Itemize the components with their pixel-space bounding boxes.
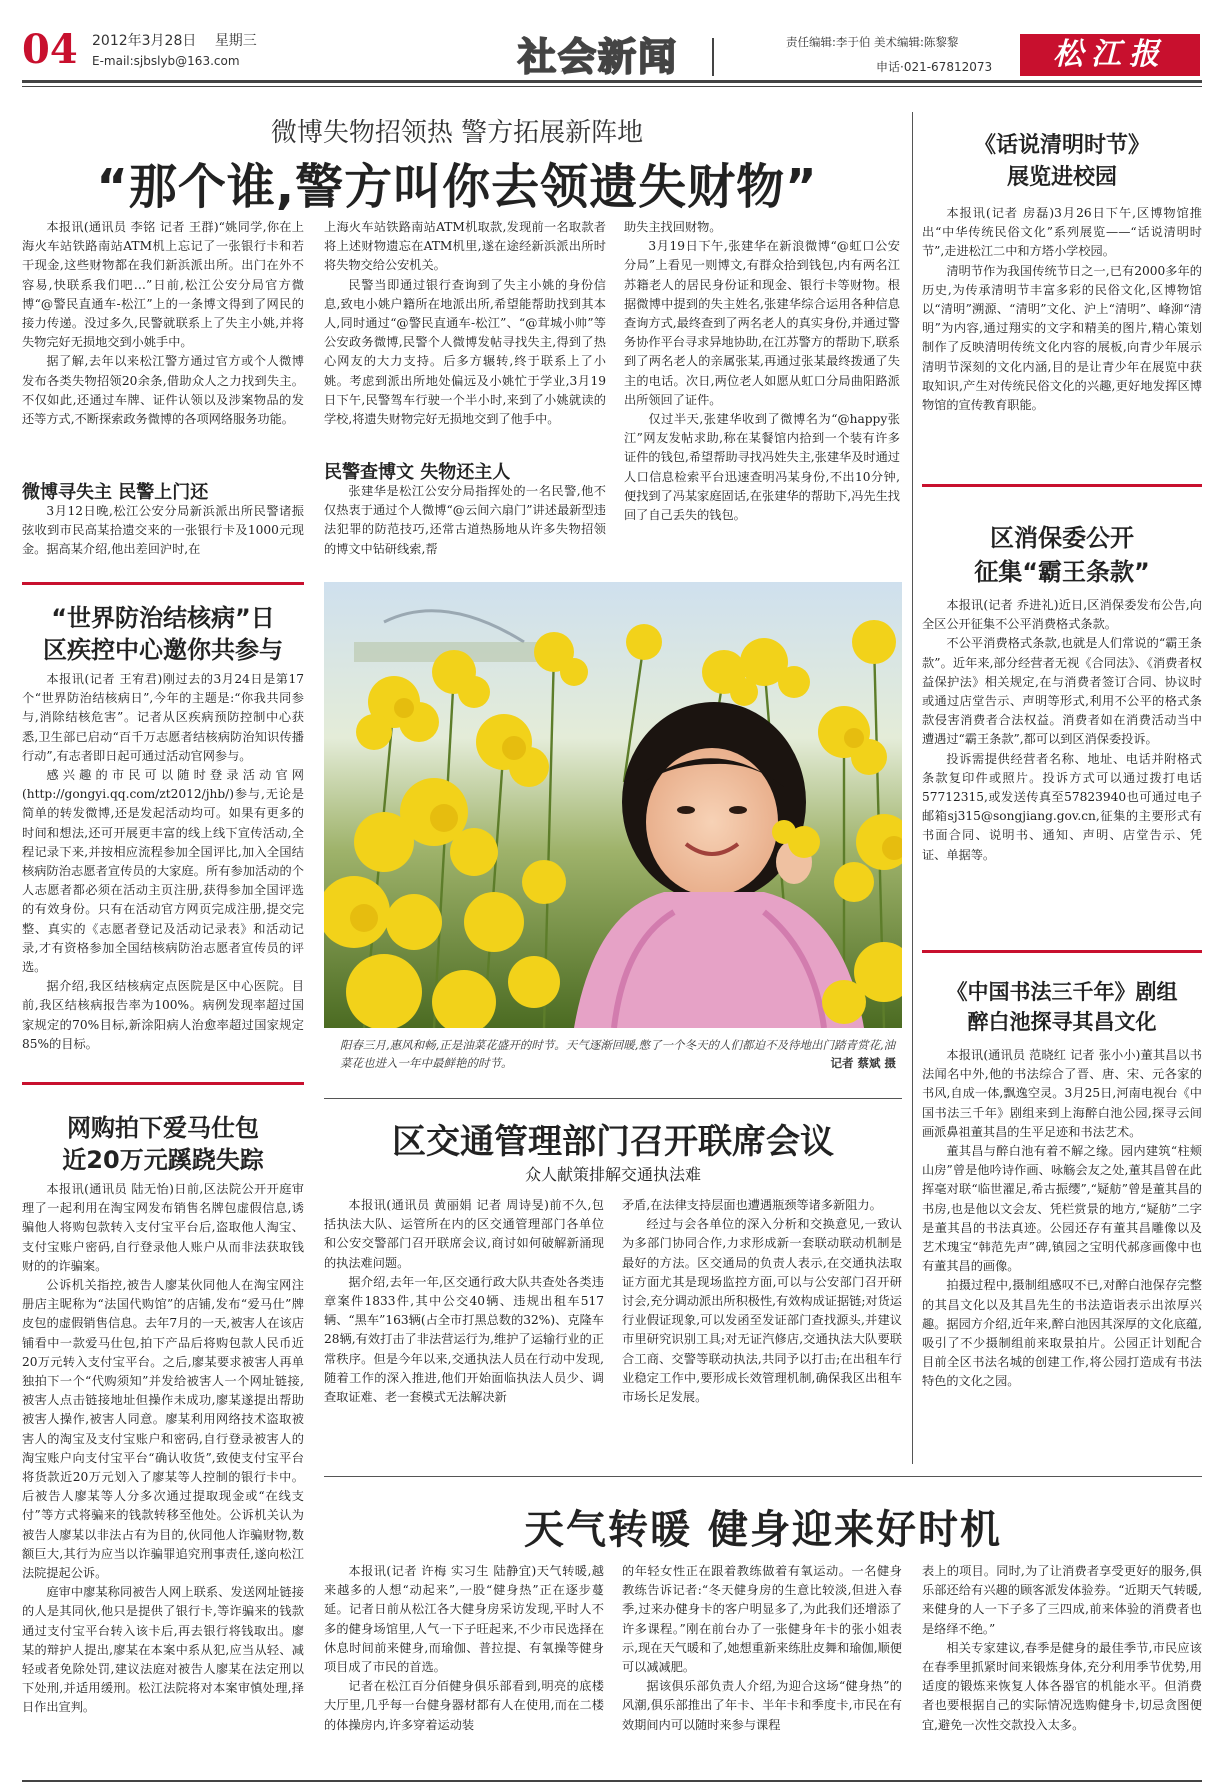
consumer-para: 本报讯(记者 乔进礼)近日,区消保委发布公告,向全区公开征集不公平消费格式条款。	[922, 598, 1202, 632]
traffic-para: 矛盾,在法律支持层面也遭遇瓶颈等诸多新阻力。	[622, 1198, 882, 1212]
tb-body	[22, 670, 304, 1060]
hermes-para: 公诉机关指控,被告人廖某伙同他人在淘宝网注册店主昵称为“法国代购馆”的店铺,发布“爱马仕”牌皮包的虚假销售信息。去年7月的一天,被害人在该店铺看中一款爱马仕包,拍下产品后将购包款人民币近20万元转入支付宝平台。之后,廖某要求被害人再单独拍下一个“代购须知”并发给被害人一个网址链接,被害人点击链接地址但操作未成功,廖某遂提出帮助被害人操作,被害人同意。廖某利用网络技术盗取被害人的淘宝及支付宝账户和密码,自行登录被害人的淘宝账户向支付宝平台“确认收货”,致使支付宝平台将货款近20万元划入了廖某等人控制的银行卡中。后被告人廖某等人分多次通过提取现金或“在线支付”等方式将骗来的钱款转移至他处。公诉机关认为被告人廖某以非法占有为目的,伙同他人诈骗财物,数额巨大,其行为应当以诈骗罪追究刑事责任,遂向松江法院提起公诉。	[22, 1278, 304, 1581]
traffic-top-rule	[324, 1098, 902, 1099]
email-line: E-mail:sjbslyb@163.com	[92, 54, 240, 68]
masthead-divider	[712, 38, 714, 76]
calligraphy-headline-1: 《中国书法三千年》剧组	[946, 979, 1178, 1004]
weekday-text: 星期三	[214, 33, 257, 49]
main-kicker: 微博失物招领热 警方拓展新阵地	[270, 118, 644, 148]
main-para: 仅过半天,张建华收到了微博名为“@happy张江”网友发帖求助,称在某餐馆内拾到一个装有许多证件的钱包,希望帮助寻找冯姓失主,张建华及时通过人口信息检索平台迅速查明冯某身份,不出10分钟,便找到了冯某家庭固话,在张建华的帮助下,冯先生找回了自己丢失的钱包。	[624, 412, 900, 523]
fitness-top-rule	[324, 1476, 1202, 1477]
traffic-para: 本报讯(通讯员 黄丽娟 记者 周诗旻)前不久,包括执法大队、运管所在内的区交通管理部门各单位和公安交警部门召开联席会议,商讨如何破解新涌现的执法难问题。	[324, 1198, 604, 1270]
main-col-1-cont	[22, 502, 304, 562]
hermes-headline-1: 网购拍下爱马仕包	[67, 1114, 259, 1142]
calligraphy-body	[922, 1046, 1202, 1460]
qingming-para: 本报讯(记者 房磊)3月26日下午,区博物馆推出“中华传统民俗文化”系列展览——“话说清明时节”,走进松江二中和方塔小学校园。	[922, 206, 1202, 259]
editors-line: 责任编辑:李于伯 美术编辑:陈黎黎	[786, 35, 959, 49]
photo-credit: 记者 蔡斌 摄	[830, 1056, 896, 1070]
main-para: 3月19日下午,张建华在新浪微博“@虹口公安分局”上看见一则博文,有群众拾到钱包,内有两名江苏籍老人的居民身份证和现金、银行卡等财物。根据微博中提到的失主姓名,张建华综合运用各种信息查询方式,最终查到了两名老人的真实身份,并通过警务协作平台寻求异地协助,在江苏警方的帮助下,联系到了两名老人的亲属张某,再通过张某最终拨通了失主的电话。次日,两位老人如愿从虹口分局曲阳路派出所领回了证件。	[624, 239, 900, 407]
calligraphy-top-rule	[922, 950, 1202, 953]
main-subhead-1: 微博寻失主 民警上门还	[22, 482, 209, 503]
section-title: 社会新闻	[518, 35, 679, 79]
main-col-3	[624, 218, 900, 562]
qingming-para: 清明节作为我国传统节日之一,已有2000多年的历史,为传承清明节丰富多彩的民俗文化,区博物馆以“清明”溯源、“清明”文化、沪上“清明”、峰泖“清明”为内容,通过翔实的文字和精美的图片,精心策划制作了反映清明传统文化内容的展板,向青少年展示清明节深刻的文化内涵,目的是让青少年在展览中获取知识,产生对传统民俗文化的兴趣,更好地发挥区博物馆的宣传教育职能。	[922, 263, 1202, 413]
tb-para: 本报讯(记者 王宥君)刚过去的3月24日是第17个“世界防治结核病日”,今年的主题是:“你我共同参与,消除结核危害”。记者从区疾病预防控制中心获悉,卫生部已启动“百千万志愿者结核病防治知识传播行动”,有志者即日起可通过活动官网参与。	[22, 672, 304, 763]
traffic-para: 经过与会各单位的深入分析和交换意见,一致认为多部门协同合作,力求形成新一套联动联动机制是最好的方法。区交通局的负责人表示,在交通执法取证方面尤其是现场监控方面,可以与公安部门召开研讨会,充分调动派出所积极性,有效构成证据链;对货运行业假证现象,可以发函至发证部门查找源头,并建议市里研究识别工具;对无证汽修店,交通执法大队要联合工商、交警等联动执法,共同予以打击;在出租车行业稳定工作中,要形成长效管理机制,确保我区出租车市场长足发展。	[622, 1217, 902, 1405]
hermes-headline-2: 近20万元蹊跷失踪	[62, 1146, 264, 1174]
phone-line: 申话·021-67812073	[876, 60, 993, 74]
main-para: 3月12日晚,松江公安分局新浜派出所民警诸振弦收到市民高某拾遗交来的一张银行卡及1000元现金。据高某介绍,他出差回沪时,在	[22, 504, 304, 557]
qingming-headline-1: 《话说清明时节》	[973, 132, 1150, 158]
hermes-para: 本报讯(通讯员 陆无怡)日前,区法院公开开庭审理了一起利用在淘宝网发布销售名牌包虚假信息,诱骗他人将购包款转入支付宝平台后,盗取他人淘宝、支付宝账户密码,自行登录他人账户从而非法获取钱财的的诈骗案。	[22, 1182, 304, 1273]
traffic-para: 据介绍,去年一年,区交通行政大队共查处各类违章案件1833件,其中公交40辆、违规出租车517辆、“黑车”163辆(占全市打黑总数的32%)、克隆车28辆,有效打击了非法营运行为,维护了运输行业的正常秩序。但是今年以来,交通执法人员在行动中发现,随着工作的深入推进,他们开始面临执法人员少、调查取证难、老一套模式无法解决新	[324, 1274, 604, 1405]
hermes-para: 庭审中廖某称同被告人网上联系、发送网址链接的人是其同伙,他只是提供了银行卡,等诈骗来的钱款通过支付宝平台转入该卡后,再去银行将钱取出。廖某的辩护人提出,廖某在本案中系从犯,应当从轻、减轻或者免除处罚,建议法庭对被告人廖某在法定刑以下处刑,并适用缓刑。松江法院将对本案审慎处理,择日作出宣判。	[22, 1585, 304, 1715]
traffic-col-1	[324, 1196, 604, 1460]
logo-text: 松江报	[1053, 37, 1167, 72]
fitness-col-2	[622, 1562, 902, 1774]
issue-date	[92, 30, 257, 50]
tb-para: 感兴趣的市民可以随时登录活动官网(http://gongyi.qq.com/zt2012/jhb/)参与,无论是简单的转发微博,还是发起活动均可。如果有更多的时间和想法,还可开展更丰富的线上线下宣传活动,全程记录下来,并按相应流程参加全国评比,加入全国结核病防治志愿者宣传员的大家庭。所有参加活动的个人志愿者都必须在活动主页注册,获得参加全国评选的有效身份。只有在活动官方网页完成注册,提交完整、真实的《志愿者登记及活动记录表》和活动记录,才有资格参加全国结核病防治志愿者宣传员的评选。	[22, 768, 304, 975]
fitness-para: 本报讯(记者 许梅 实习生 陆静宜)天气转暖,越来越多的人想“动起来”,一股“健身热”正在逐步蔓延。记者日前从松江各大健身房采访发现,平时人不多的健身场馆里,人气一下子旺起来,不少市民选择在休息时间前来健身,而瑜伽、普拉提、有氧操等健身项目成了市民的首选。	[324, 1564, 604, 1675]
caption-text: 阳春三月,惠风和畅,正是油菜花盛开的时节。天气逐渐回暖,憋了一个冬天的人们都迫不及待地出门踏青赏花,油菜花也进入一年中最鲜艳的时节。	[340, 1038, 896, 1070]
feature-photo	[324, 582, 902, 1028]
page-bottom-rule	[22, 1780, 1202, 1782]
main-headline: “那个谁,警方叫你去领遗失财物”	[96, 159, 818, 215]
consumer-headline-1: 区消保委公开	[990, 524, 1134, 552]
photo-caption	[340, 1036, 896, 1072]
hermes-top-rule	[22, 1082, 304, 1085]
main-col-2-cont	[324, 482, 606, 562]
consumer-headline-2: 征集“霸王条款”	[974, 558, 1150, 586]
main-para: 上海火车站铁路南站ATM机取款,发现前一名取款者将上述财物遗忘在ATM机里,遂在途经新浜派出所时将失物交给公安机关。	[324, 220, 606, 273]
masthead-rule-thick	[22, 80, 1202, 83]
hermes-body	[22, 1180, 304, 1776]
tb-top-rule	[22, 582, 304, 585]
page-number: 04	[22, 26, 78, 73]
main-col-1	[22, 218, 304, 518]
date-text: 2012年3月28日	[92, 33, 197, 49]
main-para: 本报讯(通讯员 李铭 记者 王群)“姚同学,你在上海火车站铁路南站ATM机上忘记了一张银行卡和若干现金,这些财物都在我们新浜派出所。出门在外不容易,快联系我们吧…”日前,松江公安分局官方微博“@警民直通车-松江”上的一条博文得到了网民的接力传递。没过多久,民警就联系上了失主小姚,并将失物完好无损地交到小姚手中。	[22, 220, 304, 350]
traffic-headline: 区交通管理部门召开联席会议	[392, 1122, 834, 1162]
consumer-body	[922, 596, 1202, 932]
calligraphy-para: 本报讯(通讯员 范晓红 记者 张小小)董其昌以书法闻名中外,他的书法综合了晋、唐、宋、元各家的书风,自成一体,飘逸空灵。3月25日,河南电视台《中国书法三千年》剧组来到上海醉白池公园,探寻云间画派鼻祖董其昌的生平足迹和书法艺术。	[922, 1048, 1202, 1139]
main-para: 助失主找回财物。	[624, 220, 722, 234]
qingming-headline-2: 展览进校园	[1006, 164, 1117, 190]
fitness-para: 表上的项目。同时,为了让消费者享受更好的服务,俱乐部还给有兴趣的顾客派发体验券。“近期天气转暖,来健身的人一下子多了三四成,前来体验的消费者也是络绎不绝。”	[922, 1564, 1202, 1636]
rapeseed-field-photo	[324, 582, 902, 1028]
calligraphy-headline-2: 醉白池探寻其昌文化	[967, 1009, 1157, 1034]
tb-headline-2: 区疾控中心邀你共参与	[43, 636, 283, 664]
fitness-para: 据该俱乐部负责人介绍,为迎合这场“健身热”的风潮,俱乐部推出了年卡、半年卡和季度卡,市民在有效期间内可以随时来参与课程	[622, 1679, 902, 1732]
consumer-para: 不公平消费格式条款,也就是人们常说的“霸王条款”。近年来,部分经营者无视《合同法》、《消费者权益保护法》相关规定,在与消费者签订合同、协议时或通过店堂告示、声明等形式,利用不公平的格式条款侵害消费者合法权益。消费者如在消费活动当中遭遇过“霸王条款”,都可以到区消保委投诉。	[922, 636, 1202, 747]
traffic-subhead: 众人献策排解交通执法难	[524, 1165, 701, 1184]
qingming-body	[922, 204, 1202, 470]
fitness-col-1	[324, 1562, 604, 1774]
fitness-col-3	[922, 1562, 1202, 1774]
main-para: 张建华是松江公安分局指挥处的一名民警,他不仅热衷于通过个人微博“@云间六扇门”讲述最新型违法犯罪的防范技巧,还常古道热肠地从许多失物招领的博文中钻研线索,帮	[324, 484, 606, 556]
fitness-para: 相关专家建议,春季是健身的最佳季节,市民应该在春季里抓紧时间来锻炼身体,充分利用季节优势,用适度的锻炼来恢复人体各器官的机能水平。但消费者也要根据自己的实际情况选购健身卡,切忌贪图便宜,避免一次性交款投入太多。	[922, 1640, 1202, 1732]
right-column-divider	[912, 112, 913, 1464]
consumer-top-rule	[922, 484, 1202, 487]
consumer-para: 投诉需提供经营者名称、地址、电话并附格式条款复印件或照片。投诉方式可以通过拨打电话57712315,或发送传真至57823940也可通过电子邮箱sj315@songjiang.gov.cn,征集的主要形式有书面合同、说明书、通知、声明、店堂告示、凭证、单据等。	[922, 751, 1202, 862]
fitness-para: 记者在松江百分佰健身俱乐部看到,明亮的底楼大厅里,几乎每一台健身器材都有人在使用,而在二楼的体操房内,许多穿着运动装	[324, 1679, 604, 1732]
calligraphy-para: 拍摄过程中,摄制组感叹不已,对醉白池保存完整的其昌文化以及其昌先生的书法造诣表示出浓厚兴趣。据园方介绍,近年来,醉白池因其深厚的文化底蕴,吸引了不少摄制组前来取景拍片。公园正计划配合目前全区书法名城的创建工作,将公园打造成有书法特色的文化之园。	[922, 1278, 1202, 1389]
traffic-col-2	[622, 1196, 902, 1460]
main-subhead-2: 民警查博文 失物还主人	[324, 462, 511, 483]
fitness-headline: 天气转暖 健身迎来好时机	[524, 1506, 1002, 1553]
tb-headline-1: “世界防治结核病”日	[51, 604, 275, 632]
main-para: 民警当即通过银行查询到了失主小姚的身份信息,致电小姚户籍所在地派出所,希望能帮助找到其本人,同时通过“@警民直通车-松江”、“@茸城小帅”等公安政务微博,民警个人微博发帖寻找失主,得到了热心网友的大力支持。后多方辗转,终于联系上了小姚。考虑到派出所地处偏远及小姚忙于学业,3月19日下午,民警驾车行驶一个半小时,来到了小姚就读的学校,将遗失财物完好无损地交到了他手中。	[324, 277, 606, 427]
masthead-rule-thin	[22, 86, 1202, 87]
fitness-para: 的年轻女性正在跟着教练做着有氧运动。一名健身教练告诉记者:“冬天健身房的生意比较淡,但进入春季,过来办健身卡的客户明显多了,为此我们还增添了许多课程。”刚在前台办了一张健身年卡的张小姐表示,现在天气暖和了,她想重新来练肚皮舞和瑜伽,顺便可以减减肥。	[622, 1564, 902, 1675]
calligraphy-para: 董其昌与醉白池有着不解之缘。园内建筑“柱颊山房”曾是他吟诗作画、咏觞会友之处,董其昌曾在此挥毫对联“临世濯足,希古振缨”,“疑舫”曾是董其昌的书房,也是他以文会友、凭栏赏景的地方,“疑舫”二字是董其昌的书法真迹。公园还存有董其昌雕像以及艺术瑰宝“韩范先声”碑,镇园之宝明代郝彦画像中也有董其昌的画像。	[922, 1144, 1202, 1274]
logo-badge	[1020, 34, 1200, 76]
tb-para: 据介绍,我区结核病定点医院是区中心医院。目前,我区结核病报告率为100%。病例发现率超过国家规定的70%目标,新涂阳病人治愈率超过国家规定85%的目标。	[22, 979, 304, 1051]
main-col-2	[324, 218, 606, 454]
main-para: 据了解,去年以来松江警方通过官方或个人微博发布各类失物招领20余条,借助众人之力找到失主。不仅如此,还通过车牌、证件认领以及涉案物品的发还等方式,不断探索政务微博的各项网络服务功能。	[22, 354, 304, 427]
